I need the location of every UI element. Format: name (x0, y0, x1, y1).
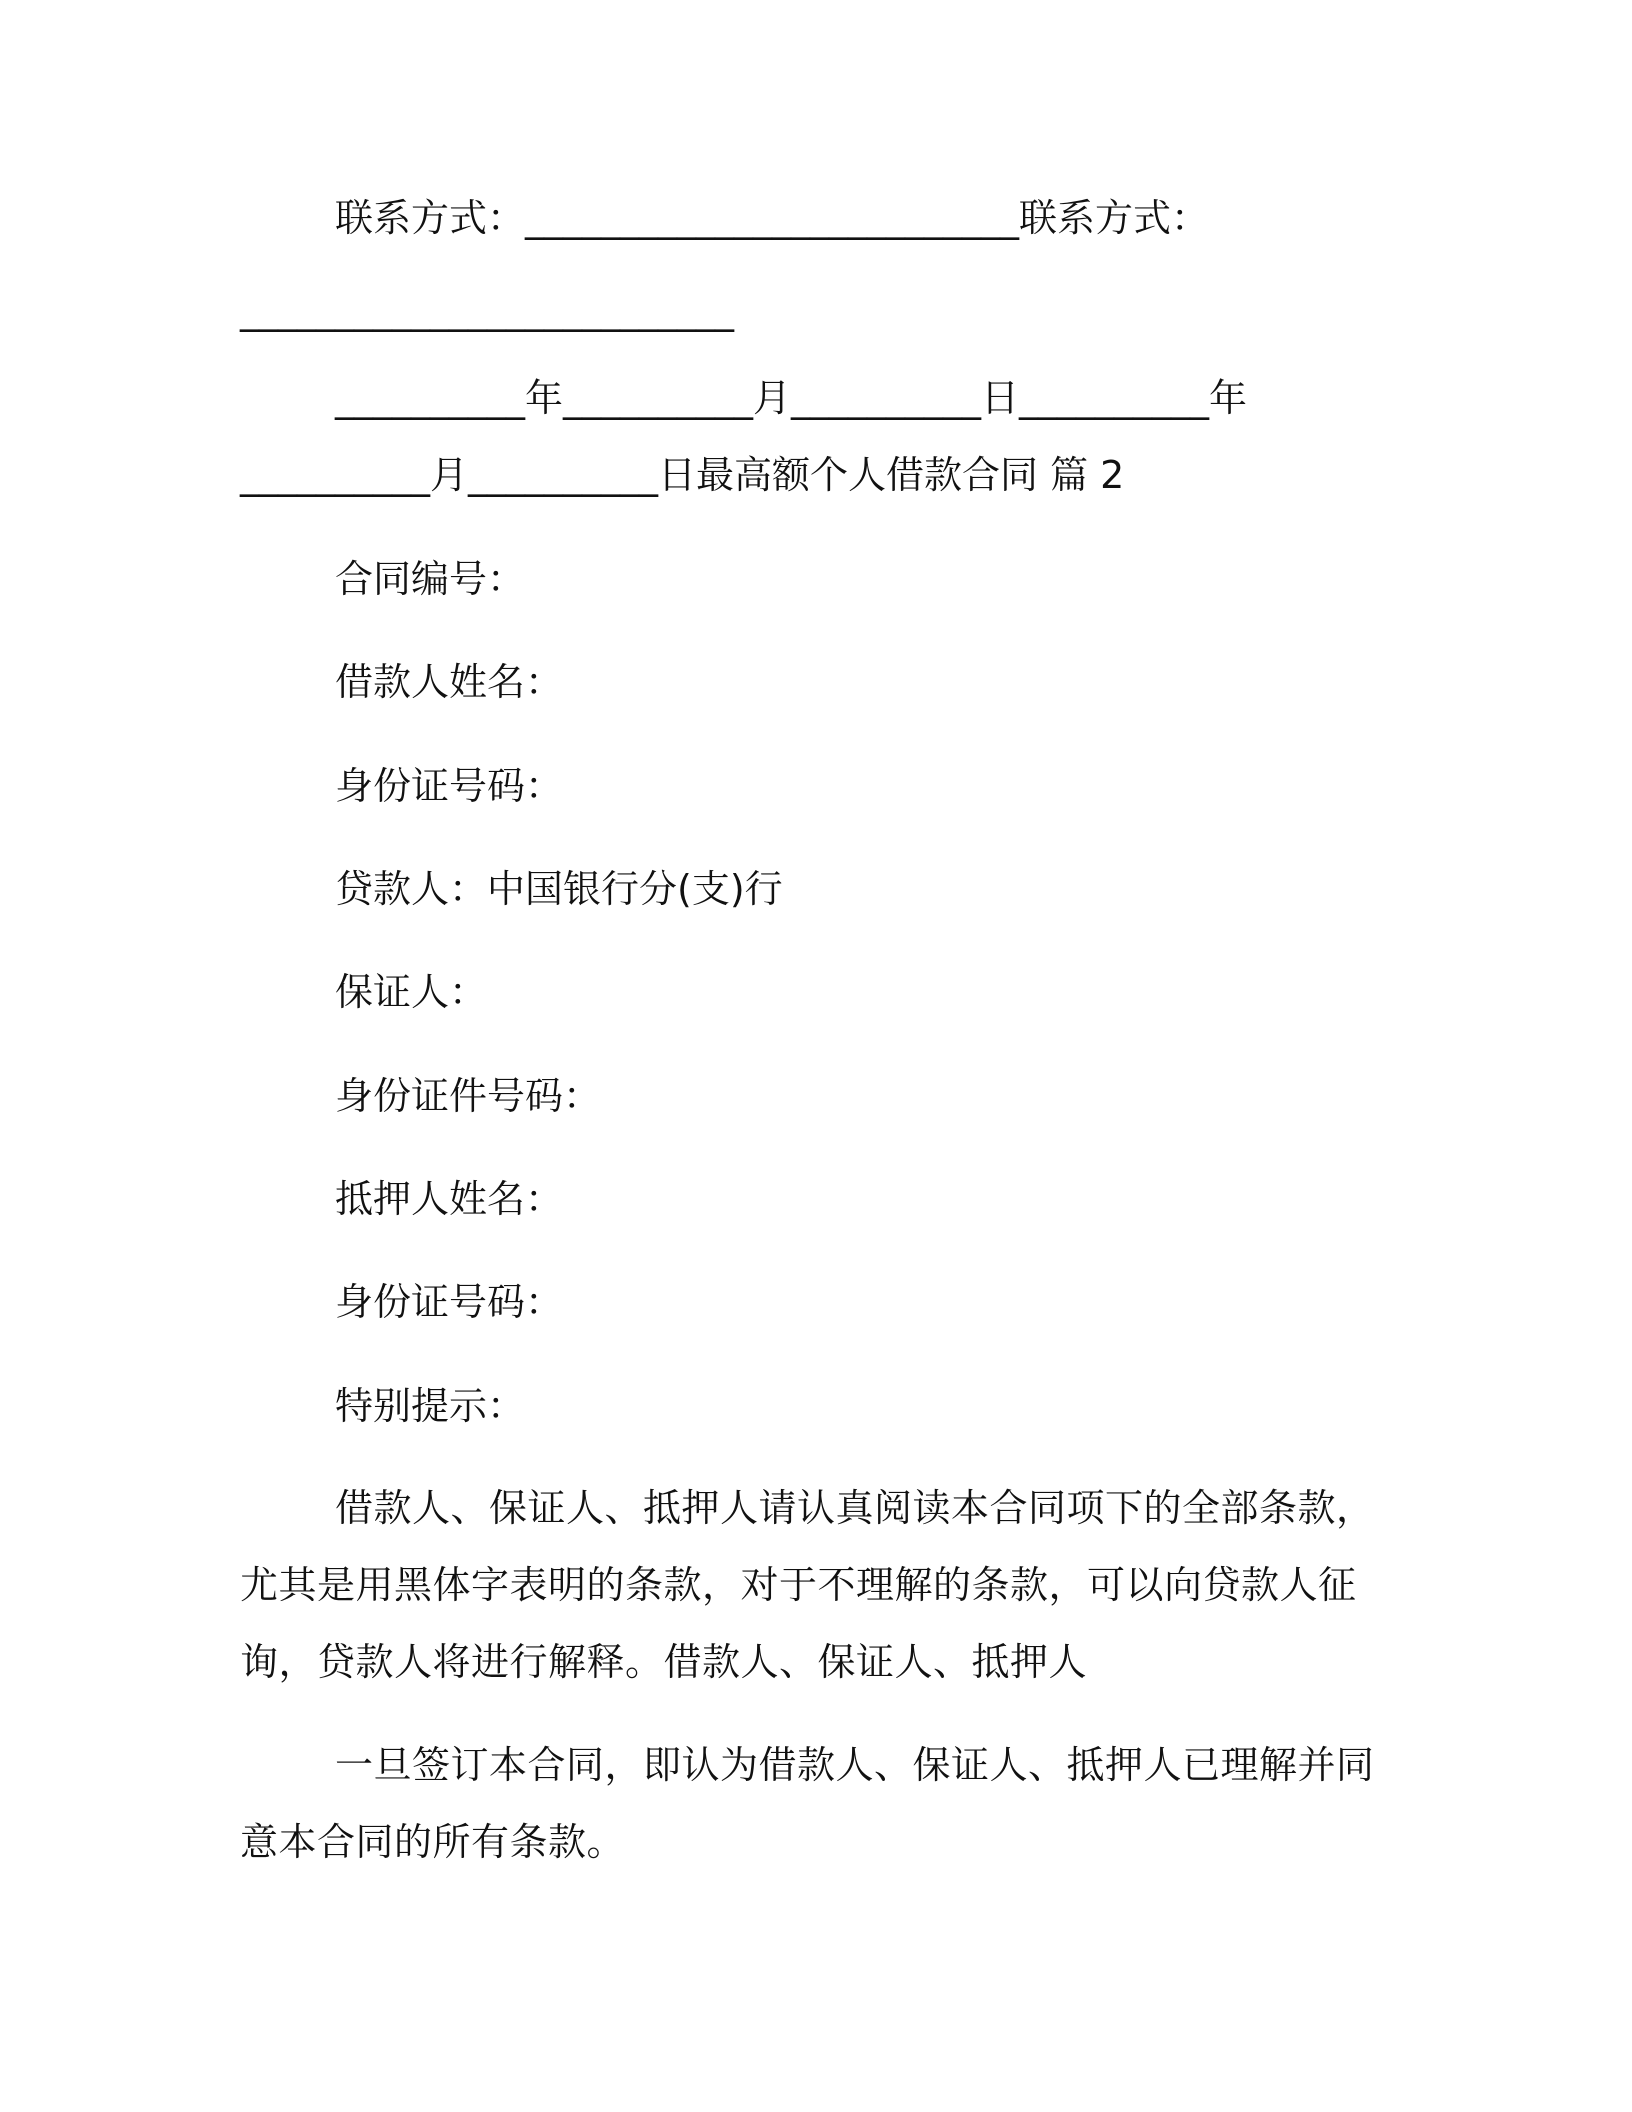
id-number-label: 身份证号码： (335, 764, 564, 808)
mortgagor-name-label: 抵押人姓名： (335, 1177, 564, 1221)
guarantor-label: 保证人： (335, 970, 488, 1014)
date-line: __________年__________月__________日__________年 (335, 376, 1248, 420)
contract-number-label: 合同编号： (335, 557, 526, 601)
date-line-continued-title: __________月__________日最高额个人借款合同 篇 2 (240, 453, 1125, 497)
agreement-paragraph: 一旦签订本合同，即认为借款人、保证人、抵押人已理解并同意本合同的所有条款。 (240, 1743, 1375, 1864)
borrower-name-label: 借款人姓名： (335, 660, 564, 704)
contact-line: 联系方式：__________________________联系方式： (335, 196, 1210, 240)
mortgagor-id-number-label: 身份证号码： (335, 1280, 564, 1324)
special-notice-heading: 特别提示： (335, 1384, 526, 1428)
contact-line-continued: __________________________ (240, 288, 734, 332)
lender-line: 贷款人：中国银行分(支)行 (335, 867, 783, 911)
id-document-number-label: 身份证件号码： (335, 1074, 602, 1118)
notice-paragraph: 借款人、保证人、抵押人请认真阅读本合同项下的全部条款，尤其是用黑体字表明的条款，对于不理解的条款，可以向贷款人征询，贷款人将进行解释。借款人、保证人、抵押人 (240, 1486, 1375, 1684)
